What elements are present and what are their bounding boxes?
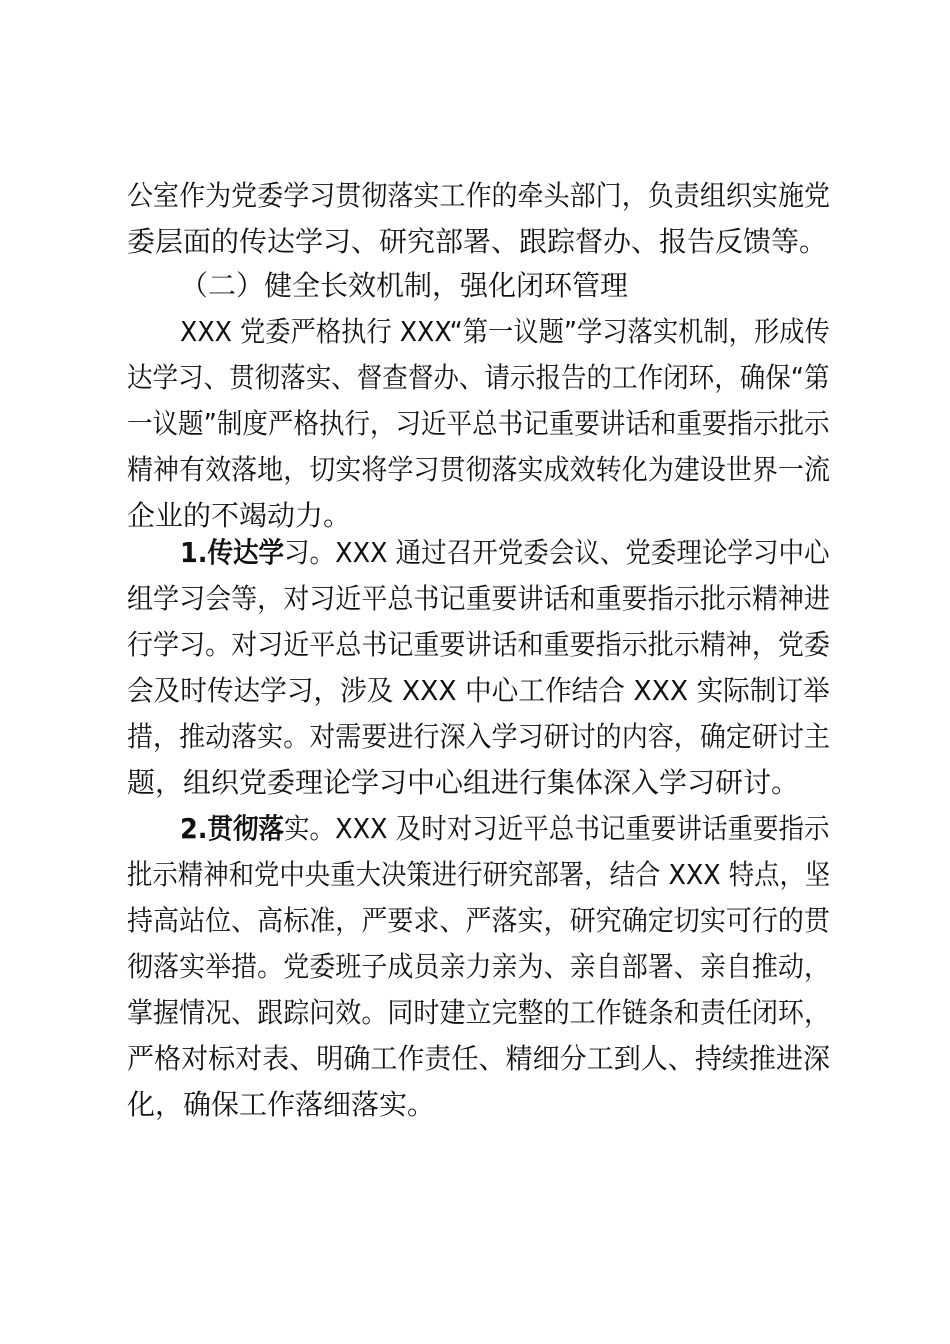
item-first-line <box>180 806 830 852</box>
paragraph-line: 批示精神和党中央重大决策进行研究部署，结合 XXX 特点，坚 <box>127 858 831 891</box>
paragraph-line: 会及时传达学习，涉及 XXX 中心工作结合 XXX 实际制订举 <box>127 674 830 707</box>
paragraph-line: 精神有效落地，切实将学习贯彻落实成效转化为建设世界一流 <box>127 453 831 486</box>
item-label: 2.贯彻落 <box>180 812 285 845</box>
item-first-line <box>180 530 830 576</box>
item-text: 实。XXX 及时对习近平总书记重要讲话重要指示 <box>284 812 830 845</box>
paragraph-line: 达学习、贯彻落实、督查督办、请示报告的工作闭环，确保“第 <box>127 361 830 394</box>
paragraph-line: 掌握情况、跟踪问效。同时建立完整的工作链条和责任闭环， <box>127 996 831 1029</box>
paragraph-line: 化，确保工作落细落实。 <box>127 1088 436 1121</box>
paragraph-line: 一议题”制度严格执行，习近平总书记重要讲话和重要指示批示 <box>127 407 830 440</box>
paragraph-line: 组学习会等，对习近平总书记重要讲话和重要指示批示精神进 <box>127 582 831 615</box>
paragraph-line: XXX 党委严格执行 XXX“第一议题”学习落实机制，形成传 <box>180 315 830 348</box>
section-heading: （二）健全长效机制，强化闭环管理 <box>180 269 629 302</box>
paragraph-line: 措，推动落实。对需要进行深入学习研讨的内容，确定研讨主 <box>127 720 831 753</box>
paragraph-line: 题，组织党委理论学习中心组进行集体深入学习研讨。 <box>127 766 800 799</box>
paragraph-line: 持高站位、高标准，严要求、严落实，研究确定切实可行的贯 <box>127 904 831 937</box>
paragraph-line: 严格对标对表、明确工作责任、精细分工到人、持续推进深 <box>127 1042 831 1075</box>
paragraph-line: 委层面的传达学习、研究部署、跟踪督办、报告反馈等。 <box>127 225 828 258</box>
paragraph-line: 企业的不竭动力。 <box>127 499 352 532</box>
paragraph-line: 行学习。对习近平总书记重要讲话和重要指示批示精神，党委 <box>127 628 831 661</box>
paragraph-line: 公室作为党委学习贯彻落实工作的牵头部门，负责组织实施党 <box>127 179 831 212</box>
item-text: 习。XXX 通过召开党委会议、党委理论学习中心 <box>284 536 830 569</box>
paragraph-line: 彻落实举措。党委班子成员亲力亲为、亲自部署、亲自推动， <box>127 950 831 983</box>
item-label: 1.传达学 <box>180 536 285 569</box>
